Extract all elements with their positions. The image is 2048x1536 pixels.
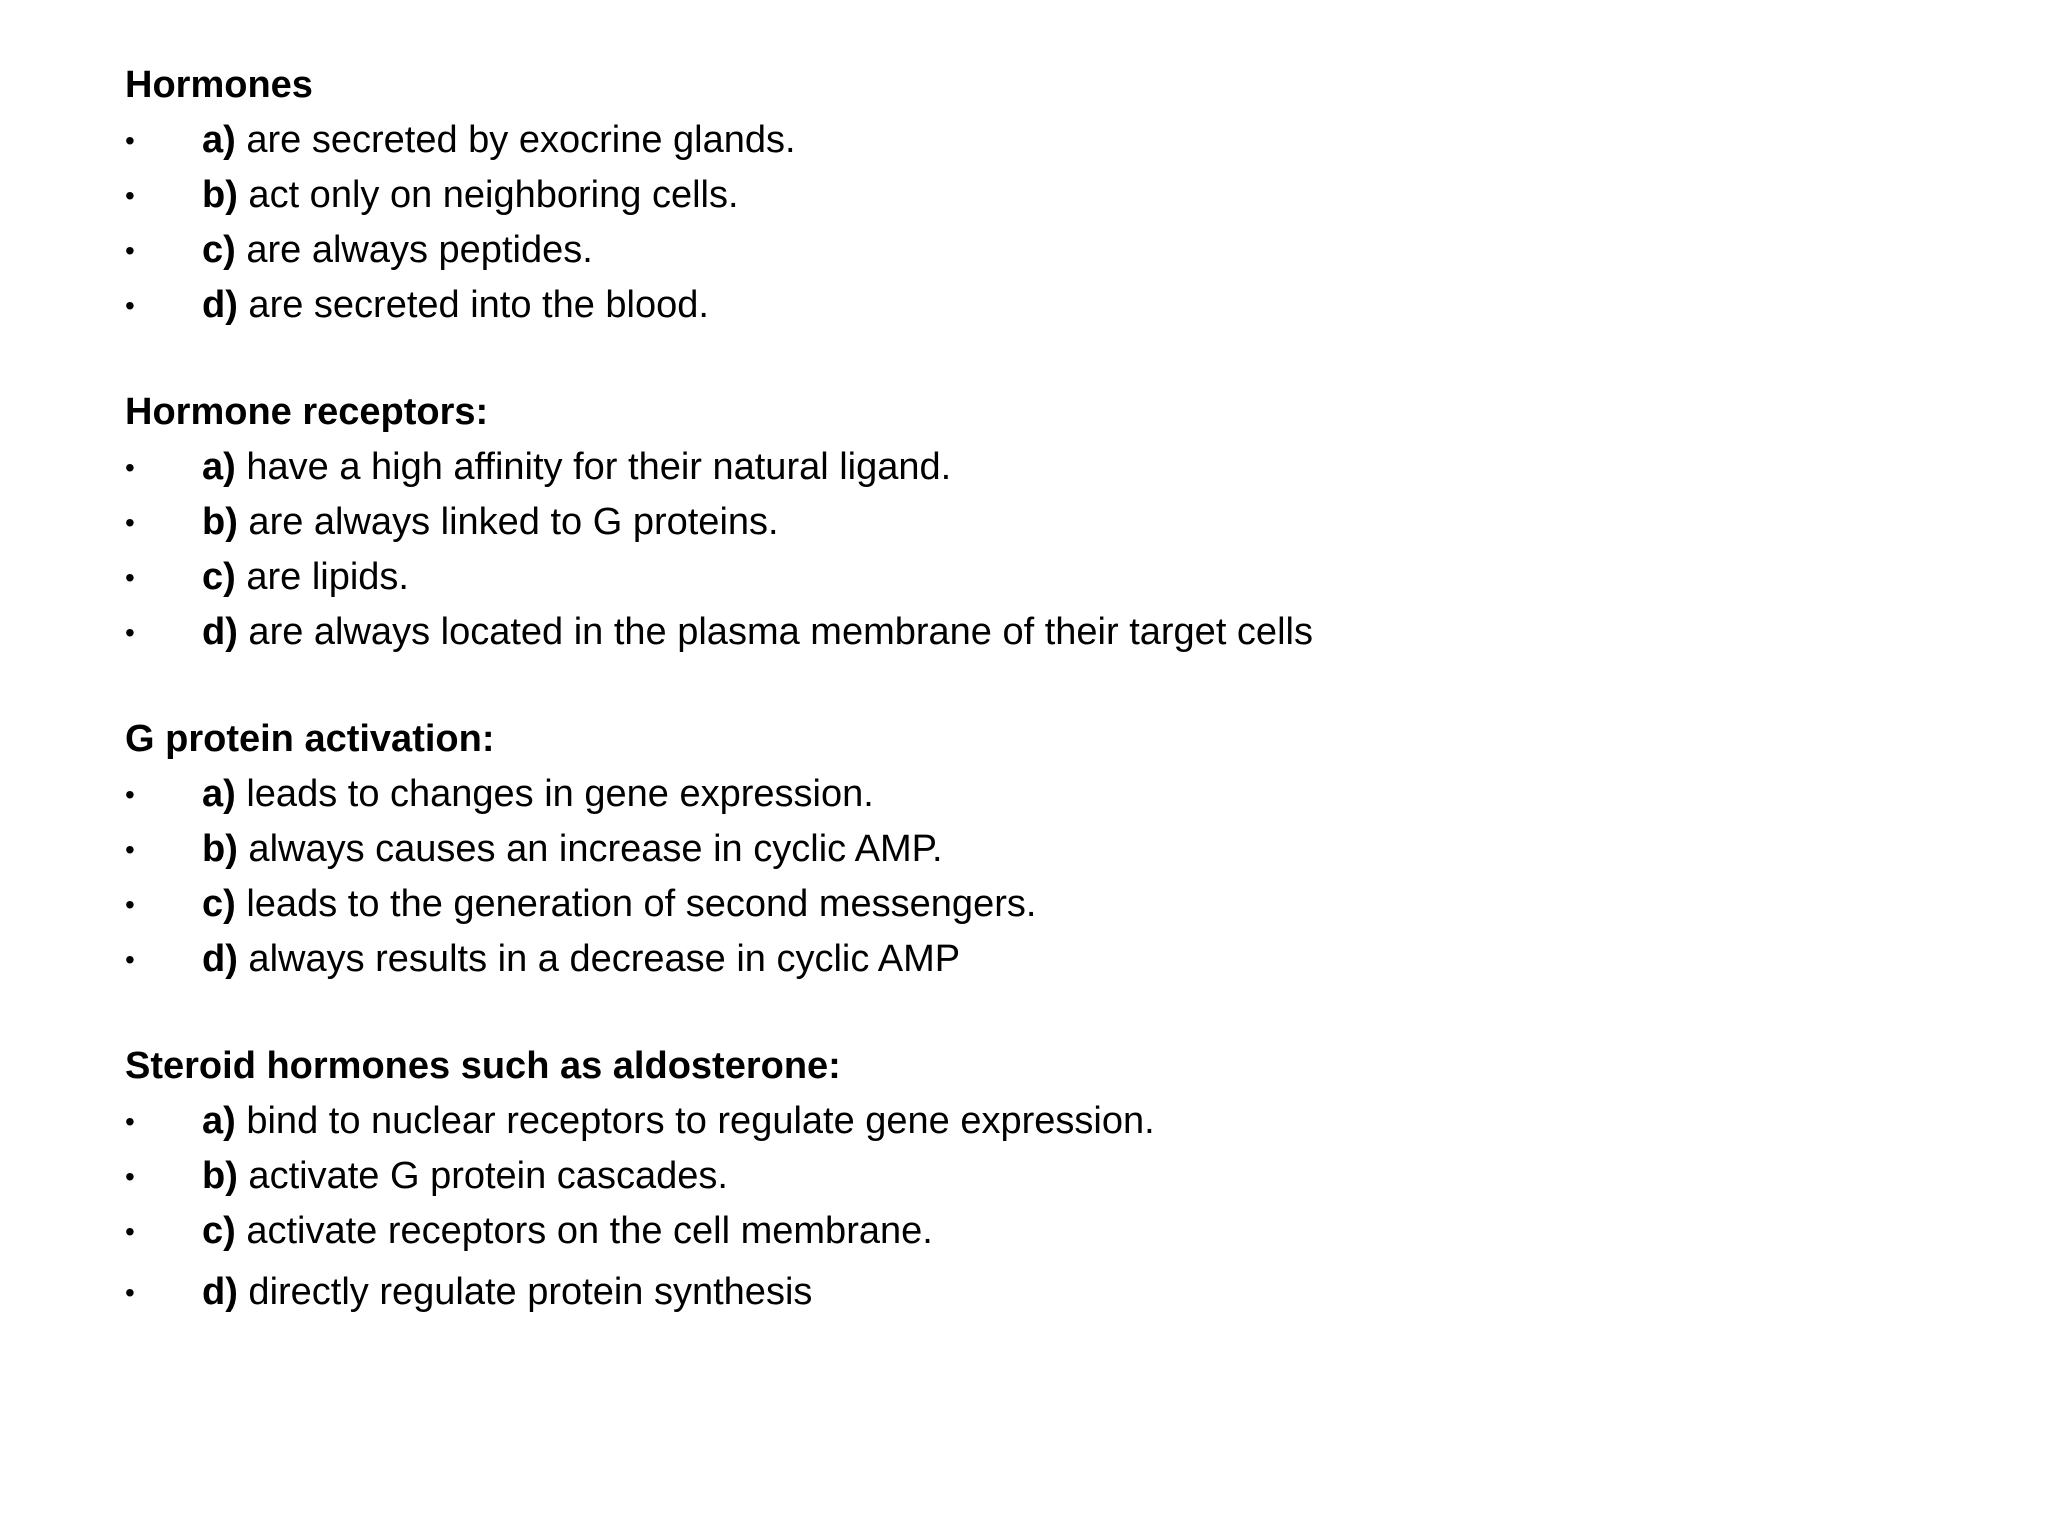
question-title: G protein activation: xyxy=(125,718,495,760)
bullet-icon: • xyxy=(125,944,135,975)
option-list xyxy=(125,1094,1985,1320)
option-text: are secreted into the blood. xyxy=(237,284,709,326)
option-text: have a high affinity for their natural ligand. xyxy=(235,446,952,488)
bullet-icon: • xyxy=(125,562,135,593)
question-steroid-hormones xyxy=(125,1039,1985,1320)
bullet-icon: • xyxy=(125,779,135,810)
bullet-icon: • xyxy=(125,1106,135,1137)
option-text: are lipids. xyxy=(235,556,409,598)
question-hormone-receptors xyxy=(125,385,1985,660)
option-item xyxy=(125,877,1985,932)
option-letter: a) xyxy=(202,1100,236,1142)
bullet-icon: • xyxy=(125,1161,135,1192)
option-list xyxy=(125,440,1985,660)
option-text: activate G protein cascades. xyxy=(237,1155,728,1197)
bullet-icon: • xyxy=(125,1216,135,1247)
option-letter: b) xyxy=(202,1155,238,1197)
option-text: are always linked to G proteins. xyxy=(237,501,779,543)
option-item xyxy=(125,822,1985,877)
question-g-protein-activation xyxy=(125,712,1985,987)
option-list xyxy=(125,113,1985,333)
option-letter: c) xyxy=(202,229,236,271)
option-text: are always peptides. xyxy=(235,229,593,271)
option-letter: c) xyxy=(202,556,236,598)
option-text: directly regulate protein synthesis xyxy=(237,1271,813,1313)
bullet-icon: • xyxy=(125,235,135,266)
option-text: always causes an increase in cyclic AMP. xyxy=(237,828,943,870)
bullet-icon: • xyxy=(125,507,135,538)
option-item xyxy=(125,278,1985,333)
option-text: leads to changes in gene expression. xyxy=(235,773,874,815)
option-letter: a) xyxy=(202,773,236,815)
document-page xyxy=(125,58,1985,1372)
bullet-icon: • xyxy=(125,290,135,321)
option-letter: c) xyxy=(202,1210,236,1252)
option-letter: c) xyxy=(202,883,236,925)
option-item xyxy=(125,550,1985,605)
option-item xyxy=(125,113,1985,168)
option-item xyxy=(125,767,1985,822)
option-text: activate receptors on the cell membrane. xyxy=(235,1210,933,1252)
option-item xyxy=(125,932,1985,987)
option-letter: d) xyxy=(202,284,238,326)
option-text: are secreted by exocrine glands. xyxy=(235,119,796,161)
option-letter: a) xyxy=(202,119,236,161)
option-item xyxy=(125,1204,1985,1259)
option-item xyxy=(125,223,1985,278)
question-hormones xyxy=(125,58,1985,333)
option-item xyxy=(125,605,1985,660)
option-item xyxy=(125,1094,1985,1149)
option-letter: d) xyxy=(202,611,238,653)
option-item xyxy=(125,1265,1985,1320)
option-text: always results in a decrease in cyclic AMP xyxy=(237,938,961,980)
option-item xyxy=(125,440,1985,495)
option-letter: b) xyxy=(202,174,238,216)
option-item xyxy=(125,168,1985,223)
bullet-icon: • xyxy=(125,125,135,156)
option-list xyxy=(125,767,1985,987)
bullet-icon: • xyxy=(125,617,135,648)
option-text: bind to nuclear receptors to regulate gene expression. xyxy=(235,1100,1155,1142)
bullet-icon: • xyxy=(125,180,135,211)
question-title: Steroid hormones such as aldosterone: xyxy=(125,1045,841,1087)
option-item xyxy=(125,495,1985,550)
bullet-icon: • xyxy=(125,834,135,865)
bullet-icon: • xyxy=(125,452,135,483)
option-letter: b) xyxy=(202,501,238,543)
option-letter: b) xyxy=(202,828,238,870)
bullet-icon: • xyxy=(125,889,135,920)
question-title: Hormone receptors: xyxy=(125,391,489,433)
option-text: are always located in the plasma membrane of their target cells xyxy=(237,611,1313,653)
option-letter: a) xyxy=(202,446,236,488)
option-letter: d) xyxy=(202,938,238,980)
bullet-icon: • xyxy=(125,1277,135,1308)
option-item xyxy=(125,1149,1985,1204)
question-title: Hormones xyxy=(125,64,313,106)
option-letter: d) xyxy=(202,1271,238,1313)
option-text: leads to the generation of second messengers. xyxy=(235,883,1037,925)
option-text: act only on neighboring cells. xyxy=(237,174,739,216)
